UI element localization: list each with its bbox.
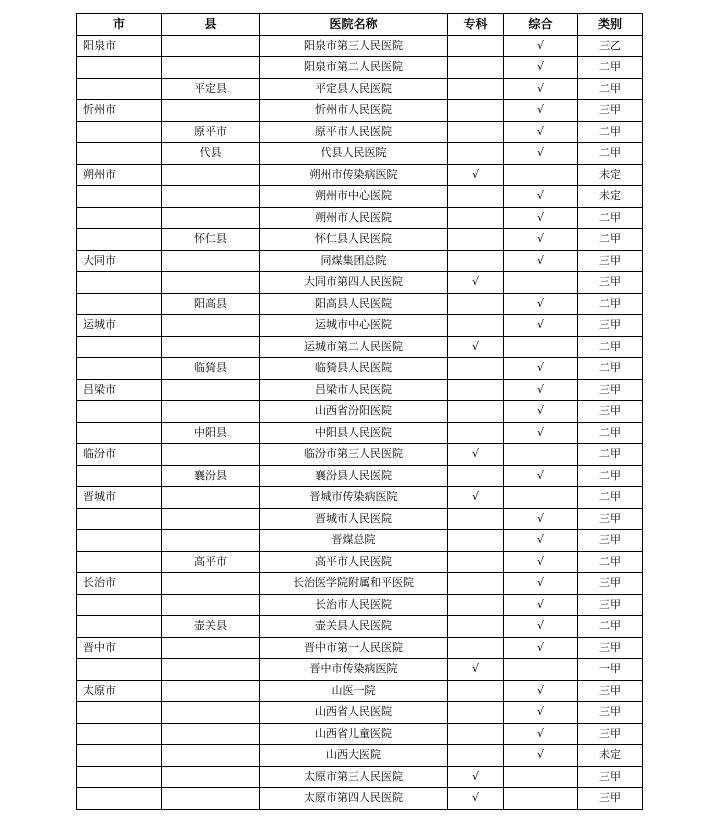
cell-hospital: 平定县人民医院	[260, 78, 448, 100]
cell-hospital: 阳高县人民医院	[260, 293, 448, 315]
cell-category: 三甲	[578, 573, 643, 595]
cell-hospital: 同煤集团总院	[260, 250, 448, 272]
cell-general: √	[504, 57, 578, 79]
table-row	[77, 250, 643, 272]
cell-hospital: 长治市人民医院	[260, 594, 448, 616]
cell-general: √	[504, 143, 578, 165]
cell-specialty	[448, 723, 504, 745]
cell-general	[504, 164, 578, 186]
table-row	[77, 465, 643, 487]
cell-general: √	[504, 594, 578, 616]
cell-city	[77, 78, 162, 100]
cell-specialty	[448, 315, 504, 337]
cell-general: √	[504, 358, 578, 380]
cell-county	[162, 766, 260, 788]
cell-category: 三甲	[578, 379, 643, 401]
table-row	[77, 121, 643, 143]
cell-category: 二甲	[578, 293, 643, 315]
cell-specialty: √	[448, 164, 504, 186]
table-row	[77, 293, 643, 315]
cell-hospital: 朔州市传染病医院	[260, 164, 448, 186]
cell-general: √	[504, 207, 578, 229]
cell-general: √	[504, 186, 578, 208]
cell-city	[77, 293, 162, 315]
header-city: 市	[77, 14, 162, 36]
cell-city	[77, 659, 162, 681]
cell-county	[162, 637, 260, 659]
header-county: 县	[162, 14, 260, 36]
cell-hospital: 临猗县人民医院	[260, 358, 448, 380]
cell-general: √	[504, 121, 578, 143]
table-row	[77, 186, 643, 208]
cell-city	[77, 143, 162, 165]
cell-specialty	[448, 530, 504, 552]
cell-hospital: 壶关县人民医院	[260, 616, 448, 638]
cell-category: 二甲	[578, 465, 643, 487]
cell-category: 二甲	[578, 78, 643, 100]
cell-specialty	[448, 379, 504, 401]
cell-specialty	[448, 207, 504, 229]
table-row	[77, 594, 643, 616]
cell-specialty: √	[448, 336, 504, 358]
cell-hospital: 山西大医院	[260, 745, 448, 767]
cell-hospital: 山西省汾阳医院	[260, 401, 448, 423]
table-row	[77, 680, 643, 702]
cell-county	[162, 401, 260, 423]
cell-general: √	[504, 35, 578, 57]
cell-hospital: 襄汾县人民医院	[260, 465, 448, 487]
cell-county: 平定县	[162, 78, 260, 100]
cell-specialty	[448, 229, 504, 251]
cell-category: 三甲	[578, 530, 643, 552]
table-row	[77, 659, 643, 681]
cell-county	[162, 250, 260, 272]
cell-category: 三甲	[578, 401, 643, 423]
cell-general: √	[504, 293, 578, 315]
cell-category: 三甲	[578, 508, 643, 530]
cell-city: 晋城市	[77, 487, 162, 509]
cell-county	[162, 315, 260, 337]
cell-category: 三甲	[578, 788, 643, 810]
cell-general	[504, 336, 578, 358]
cell-city	[77, 551, 162, 573]
table-body	[77, 35, 643, 809]
cell-general: √	[504, 229, 578, 251]
cell-city	[77, 422, 162, 444]
cell-category: 二甲	[578, 487, 643, 509]
table-row	[77, 766, 643, 788]
cell-city: 阳泉市	[77, 35, 162, 57]
table-row	[77, 444, 643, 466]
cell-general: √	[504, 250, 578, 272]
cell-hospital: 怀仁县人民医院	[260, 229, 448, 251]
cell-category: 二甲	[578, 229, 643, 251]
cell-city	[77, 594, 162, 616]
cell-category: 三甲	[578, 100, 643, 122]
cell-general: √	[504, 530, 578, 552]
cell-general: √	[504, 745, 578, 767]
cell-specialty: √	[448, 444, 504, 466]
header-general: 综合	[504, 14, 578, 36]
cell-city: 忻州市	[77, 100, 162, 122]
header-row	[77, 14, 643, 36]
cell-hospital: 山西省人民医院	[260, 702, 448, 724]
table-row	[77, 207, 643, 229]
table-row	[77, 57, 643, 79]
cell-category: 二甲	[578, 551, 643, 573]
table-row	[77, 745, 643, 767]
cell-category: 三乙	[578, 35, 643, 57]
cell-city	[77, 508, 162, 530]
cell-specialty	[448, 121, 504, 143]
cell-hospital: 运城市中心医院	[260, 315, 448, 337]
cell-general: √	[504, 422, 578, 444]
table-row	[77, 315, 643, 337]
cell-city	[77, 207, 162, 229]
cell-city	[77, 745, 162, 767]
header-hospital: 医院名称	[260, 14, 448, 36]
table-row	[77, 616, 643, 638]
table-row	[77, 164, 643, 186]
table-row	[77, 508, 643, 530]
cell-specialty	[448, 78, 504, 100]
cell-specialty: √	[448, 659, 504, 681]
table-row	[77, 272, 643, 294]
cell-hospital: 忻州市人民医院	[260, 100, 448, 122]
cell-specialty	[448, 250, 504, 272]
cell-category: 二甲	[578, 358, 643, 380]
cell-county	[162, 723, 260, 745]
cell-county: 襄汾县	[162, 465, 260, 487]
cell-city: 大同市	[77, 250, 162, 272]
cell-city: 长治市	[77, 573, 162, 595]
cell-county	[162, 164, 260, 186]
cell-category: 二甲	[578, 143, 643, 165]
cell-hospital: 长治医学院附属和平医院	[260, 573, 448, 595]
cell-city	[77, 401, 162, 423]
cell-specialty	[448, 680, 504, 702]
cell-category: 二甲	[578, 57, 643, 79]
cell-category: 二甲	[578, 207, 643, 229]
cell-general: √	[504, 401, 578, 423]
cell-specialty	[448, 358, 504, 380]
cell-category: 二甲	[578, 444, 643, 466]
cell-county	[162, 336, 260, 358]
cell-specialty	[448, 573, 504, 595]
cell-category: 二甲	[578, 616, 643, 638]
cell-general: √	[504, 702, 578, 724]
cell-city: 运城市	[77, 315, 162, 337]
cell-hospital: 中阳县人民医院	[260, 422, 448, 444]
cell-county	[162, 680, 260, 702]
cell-category: 二甲	[578, 336, 643, 358]
cell-county	[162, 444, 260, 466]
header-specialty: 专科	[448, 14, 504, 36]
cell-city	[77, 530, 162, 552]
cell-hospital: 太原市第四人民医院	[260, 788, 448, 810]
cell-county	[162, 788, 260, 810]
cell-general: √	[504, 680, 578, 702]
cell-general	[504, 788, 578, 810]
cell-hospital: 晋中市第一人民医院	[260, 637, 448, 659]
table-row	[77, 401, 643, 423]
cell-category: 一甲	[578, 659, 643, 681]
cell-general: √	[504, 315, 578, 337]
cell-hospital: 晋中市传染病医院	[260, 659, 448, 681]
cell-category: 三甲	[578, 250, 643, 272]
cell-general: √	[504, 379, 578, 401]
cell-category: 未定	[578, 745, 643, 767]
cell-hospital: 晋城市人民医院	[260, 508, 448, 530]
cell-county: 原平市	[162, 121, 260, 143]
cell-general: √	[504, 573, 578, 595]
cell-city	[77, 358, 162, 380]
cell-specialty	[448, 57, 504, 79]
table-row	[77, 573, 643, 595]
cell-city	[77, 336, 162, 358]
cell-city	[77, 702, 162, 724]
cell-category: 三甲	[578, 702, 643, 724]
cell-hospital: 高平市人民医院	[260, 551, 448, 573]
cell-general	[504, 272, 578, 294]
cell-specialty	[448, 401, 504, 423]
cell-county: 中阳县	[162, 422, 260, 444]
cell-specialty	[448, 465, 504, 487]
hospital-table	[76, 13, 643, 810]
cell-specialty	[448, 100, 504, 122]
table-row	[77, 530, 643, 552]
table-row	[77, 702, 643, 724]
table-row	[77, 422, 643, 444]
table-row	[77, 723, 643, 745]
cell-specialty	[448, 702, 504, 724]
cell-hospital: 运城市第二人民医院	[260, 336, 448, 358]
cell-county	[162, 487, 260, 509]
cell-hospital: 阳泉市第三人民医院	[260, 35, 448, 57]
cell-specialty: √	[448, 272, 504, 294]
cell-city	[77, 121, 162, 143]
table-row	[77, 100, 643, 122]
cell-general	[504, 487, 578, 509]
cell-category: 三甲	[578, 315, 643, 337]
table-row	[77, 551, 643, 573]
cell-specialty	[448, 35, 504, 57]
table-row	[77, 788, 643, 810]
cell-city: 晋中市	[77, 637, 162, 659]
cell-city	[77, 186, 162, 208]
cell-city	[77, 229, 162, 251]
cell-general: √	[504, 508, 578, 530]
cell-category: 三甲	[578, 272, 643, 294]
cell-county: 高平市	[162, 551, 260, 573]
cell-county	[162, 207, 260, 229]
cell-county	[162, 594, 260, 616]
cell-hospital: 吕梁市人民医院	[260, 379, 448, 401]
table-row	[77, 358, 643, 380]
cell-city: 朔州市	[77, 164, 162, 186]
cell-county	[162, 702, 260, 724]
cell-specialty	[448, 186, 504, 208]
table-row	[77, 78, 643, 100]
cell-county	[162, 659, 260, 681]
cell-city	[77, 272, 162, 294]
cell-city: 太原市	[77, 680, 162, 702]
cell-hospital: 山医一院	[260, 680, 448, 702]
cell-city: 吕梁市	[77, 379, 162, 401]
cell-county: 阳高县	[162, 293, 260, 315]
cell-category: 二甲	[578, 121, 643, 143]
cell-general: √	[504, 465, 578, 487]
cell-hospital: 大同市第四人民医院	[260, 272, 448, 294]
cell-hospital: 晋煤总院	[260, 530, 448, 552]
cell-hospital: 阳泉市第二人民医院	[260, 57, 448, 79]
cell-specialty: √	[448, 766, 504, 788]
cell-category: 三甲	[578, 723, 643, 745]
cell-city	[77, 616, 162, 638]
cell-specialty	[448, 422, 504, 444]
cell-hospital: 原平市人民医院	[260, 121, 448, 143]
cell-county: 壶关县	[162, 616, 260, 638]
cell-specialty: √	[448, 788, 504, 810]
cell-category: 未定	[578, 186, 643, 208]
cell-specialty: √	[448, 487, 504, 509]
cell-specialty	[448, 551, 504, 573]
table-row	[77, 336, 643, 358]
cell-specialty	[448, 637, 504, 659]
cell-county	[162, 272, 260, 294]
cell-city	[77, 723, 162, 745]
cell-city	[77, 788, 162, 810]
cell-specialty	[448, 616, 504, 638]
cell-city	[77, 57, 162, 79]
cell-county	[162, 57, 260, 79]
cell-general: √	[504, 78, 578, 100]
cell-hospital: 朔州市中心医院	[260, 186, 448, 208]
cell-hospital: 太原市第三人民医院	[260, 766, 448, 788]
cell-city	[77, 465, 162, 487]
cell-general: √	[504, 616, 578, 638]
header-category: 类别	[578, 14, 643, 36]
table-row	[77, 379, 643, 401]
cell-general: √	[504, 100, 578, 122]
cell-hospital: 朔州市人民医院	[260, 207, 448, 229]
cell-county	[162, 745, 260, 767]
cell-city	[77, 766, 162, 788]
cell-general	[504, 766, 578, 788]
cell-county: 临猗县	[162, 358, 260, 380]
cell-general	[504, 444, 578, 466]
cell-county: 怀仁县	[162, 229, 260, 251]
cell-city: 临汾市	[77, 444, 162, 466]
cell-category: 三甲	[578, 766, 643, 788]
table-row	[77, 487, 643, 509]
cell-category: 二甲	[578, 422, 643, 444]
cell-county	[162, 35, 260, 57]
cell-hospital: 代县人民医院	[260, 143, 448, 165]
cell-hospital: 山西省儿童医院	[260, 723, 448, 745]
cell-hospital: 晋城市传染病医院	[260, 487, 448, 509]
cell-general: √	[504, 637, 578, 659]
cell-county	[162, 530, 260, 552]
cell-hospital: 临汾市第三人民医院	[260, 444, 448, 466]
table-row	[77, 35, 643, 57]
cell-county	[162, 508, 260, 530]
cell-county	[162, 379, 260, 401]
cell-category: 三甲	[578, 680, 643, 702]
table-row	[77, 143, 643, 165]
cell-category: 三甲	[578, 637, 643, 659]
cell-general: √	[504, 723, 578, 745]
cell-specialty	[448, 143, 504, 165]
cell-general: √	[504, 551, 578, 573]
cell-county: 代县	[162, 143, 260, 165]
cell-specialty	[448, 745, 504, 767]
cell-county	[162, 186, 260, 208]
cell-county	[162, 573, 260, 595]
cell-general	[504, 659, 578, 681]
table-row	[77, 637, 643, 659]
cell-specialty	[448, 293, 504, 315]
cell-county	[162, 100, 260, 122]
cell-specialty	[448, 508, 504, 530]
cell-specialty	[448, 594, 504, 616]
cell-category: 未定	[578, 164, 643, 186]
cell-category: 三甲	[578, 594, 643, 616]
table-row	[77, 229, 643, 251]
